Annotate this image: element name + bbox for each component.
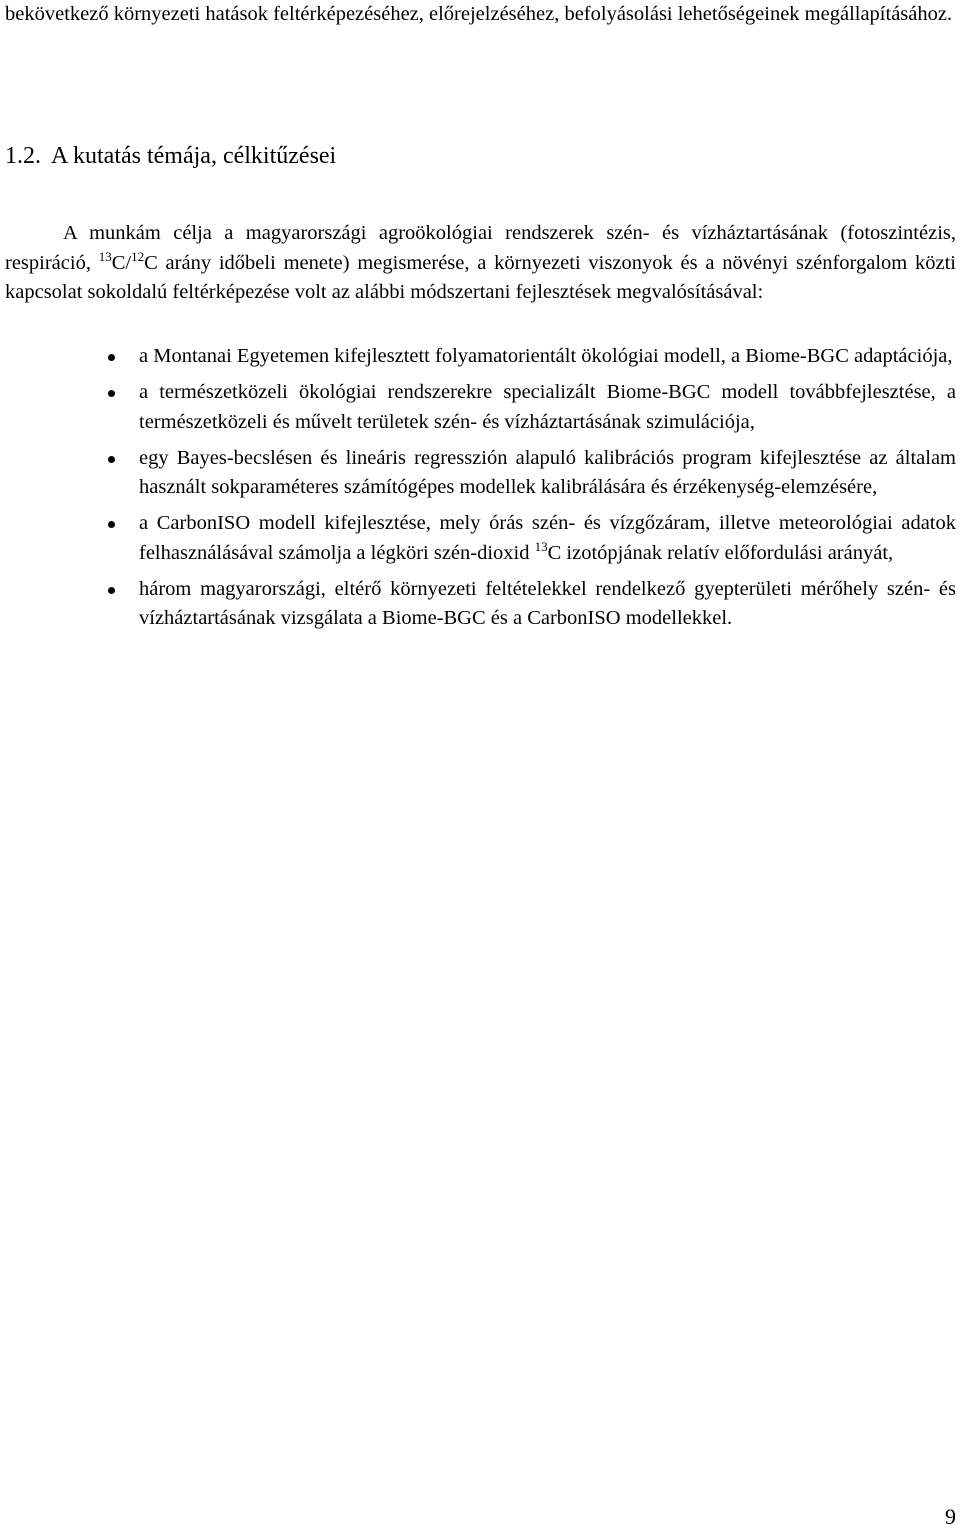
list-item-text: egy Bayes-becslésen és lineáris regresszión alapuló kalibrációs program kifejlesztése az általam használt sokparaméteres számítógépes modellek kalibrálására és érzékenység-elemzésére, [139,446,956,498]
list-item-text: a CarbonISO modell kifejlesztése, mely órás szén- és vízgőzáram, illetve meteorológiai adatok felhasználásával számolja a légköri szén-dioxid [139,512,956,564]
bullet-list [5,342,956,640]
bullet-icon [108,587,115,594]
list-item [5,509,956,568]
section-title: A kutatás témája, célkitűzései [51,143,337,169]
isotope-superscript-13: 13 [534,538,548,554]
list-item-text: a természetközeli ökológiai rendszerekre specializált Biome-BGC modell továbbfejlesztése, a természetközeli és művelt területek szén- és vízháztartásának szimulációja, [139,381,956,433]
list-item [5,575,956,634]
list-item [5,378,956,437]
list-item [5,444,956,503]
section-number: 1.2. [5,143,41,169]
bullet-icon [108,456,115,463]
bullet-icon [108,354,115,361]
bullet-icon [108,390,115,397]
bullet-icon [108,521,115,528]
page-number: 9 [945,1504,956,1529]
isotope-superscript-13: 13 [98,248,112,264]
main-paragraph-text-3: C arány időbeli menete) megismerése, a környezeti viszonyok és a növényi szénforgalom közti kapcsolat sokoldalú feltérképezése volt az alábbi módszertani fejlesztések megvalósításával: [5,251,956,303]
list-item-text: a Montanai Egyetemen kifejlesztett folyamatorientált ökológiai modell, a Biome-BGC adaptációja, [139,345,953,367]
list-item-text: három magyarországi, eltérő környezeti feltételekkel rendelkező gyepterületi mérőhely szén- és vízháztartásának vizsgálata a Biome-BGC és a CarbonISO modellekkel. [139,577,956,629]
list-item [5,342,956,372]
intro-paragraph: bekövetkező környezeti hatások feltérképezéséhez, előrejelzéséhez, befolyásolási lehetőségeinek megállapításához. [5,3,953,25]
section-heading [5,140,956,172]
list-item-text-tail: C izotópjának relatív előfordulási arányát, [547,541,894,564]
main-paragraph-text-1: A munkám célja a magyarországi agroökológiai rendszerek szén- és vízháztartásának (fotoszintézis, respiráció, [5,222,956,274]
main-paragraph-text-2: C/ [111,251,132,274]
isotope-superscript-12: 12 [131,248,145,264]
main-paragraph [5,219,956,308]
